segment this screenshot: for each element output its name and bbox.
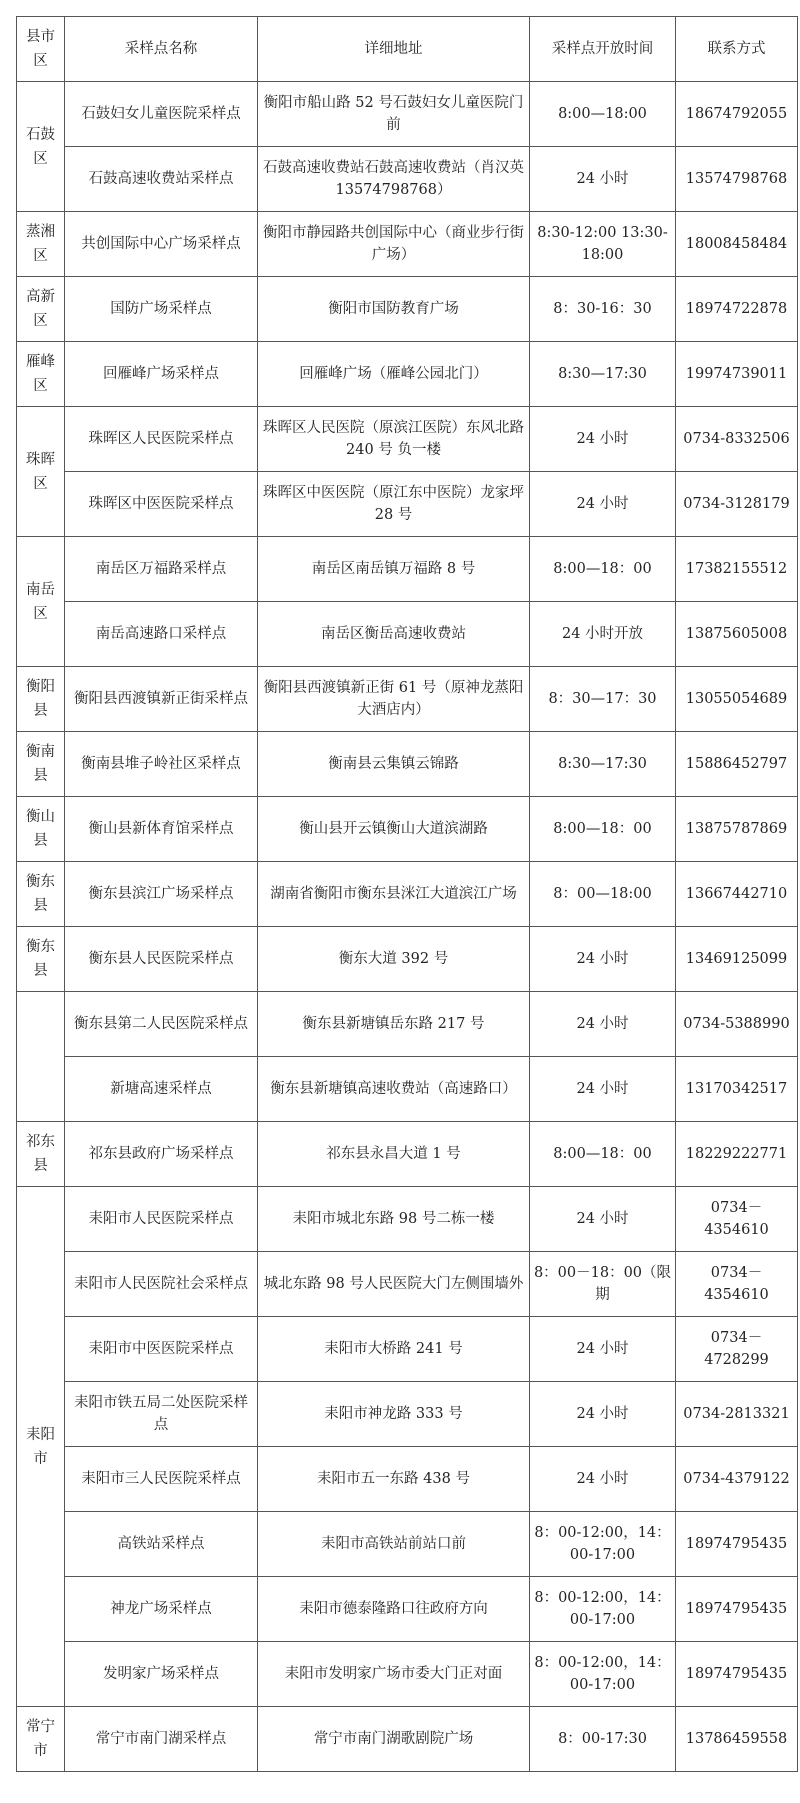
table-row bbox=[17, 1577, 798, 1642]
site-name-cell: 耒阳市人民医院采样点 bbox=[65, 1187, 258, 1252]
open-time-cell: 24 小时 bbox=[530, 1187, 676, 1252]
open-time-cell: 24 小时 bbox=[530, 1057, 676, 1122]
address-cell: 耒阳市高铁站前站口前 bbox=[258, 1512, 530, 1577]
address-cell: 衡东大道 392 号 bbox=[258, 927, 530, 992]
site-name-cell: 常宁市南门湖采样点 bbox=[65, 1707, 258, 1772]
open-time-cell: 8：00-12:00，14：00-17:00 bbox=[530, 1512, 676, 1577]
contact-cell: 13055054689 bbox=[676, 667, 798, 732]
county-cell: 衡东县 bbox=[17, 927, 65, 992]
contact-cell: 18974795435 bbox=[676, 1577, 798, 1642]
table-row bbox=[17, 1707, 798, 1772]
contact-cell: 18008458484 bbox=[676, 212, 798, 277]
open-time-cell: 8:00—18：00 bbox=[530, 797, 676, 862]
site-name-cell: 高铁站采样点 bbox=[65, 1512, 258, 1577]
county-cell: 南岳区 bbox=[17, 537, 65, 667]
county-cell: 蒸湘区 bbox=[17, 212, 65, 277]
contact-cell: 0734-5388990 bbox=[676, 992, 798, 1057]
open-time-cell: 24 小时 bbox=[530, 992, 676, 1057]
header-site-name: 采样点名称 bbox=[65, 17, 258, 82]
county-cell: 祁东县 bbox=[17, 1122, 65, 1187]
address-cell: 湖南省衡阳市衡东县洣江大道滨江广场 bbox=[258, 862, 530, 927]
open-time-cell: 24 小时 bbox=[530, 407, 676, 472]
site-name-cell: 耒阳市铁五局二处医院采样点 bbox=[65, 1382, 258, 1447]
site-name-cell: 耒阳市中医医院采样点 bbox=[65, 1317, 258, 1382]
site-name-cell: 共创国际中心广场采样点 bbox=[65, 212, 258, 277]
site-name-cell: 衡阳县西渡镇新正街采样点 bbox=[65, 667, 258, 732]
contact-cell: 13875787869 bbox=[676, 797, 798, 862]
address-cell: 珠晖区中医医院（原江东中医院）龙家坪 28 号 bbox=[258, 472, 530, 537]
site-name-cell: 回雁峰广场采样点 bbox=[65, 342, 258, 407]
county-cell: 衡东县 bbox=[17, 862, 65, 927]
site-name-cell: 衡南县堆子岭社区采样点 bbox=[65, 732, 258, 797]
site-name-cell: 耒阳市人民医院社会采样点 bbox=[65, 1252, 258, 1317]
contact-cell: 18974722878 bbox=[676, 277, 798, 342]
table-row bbox=[17, 1252, 798, 1317]
address-cell: 耒阳市城北东路 98 号二栋一楼 bbox=[258, 1187, 530, 1252]
address-cell: 石鼓高速收费站石鼓高速收费站（肖汉英 13574798768） bbox=[258, 147, 530, 212]
address-cell: 衡阳市静园路共创国际中心（商业步行街广场） bbox=[258, 212, 530, 277]
site-name-cell: 石鼓高速收费站采样点 bbox=[65, 147, 258, 212]
open-time-cell: 24 小时开放 bbox=[530, 602, 676, 667]
contact-cell: 19974739011 bbox=[676, 342, 798, 407]
site-name-cell: 国防广场采样点 bbox=[65, 277, 258, 342]
table-row bbox=[17, 602, 798, 667]
county-cell: 衡南县 bbox=[17, 732, 65, 797]
contact-cell: 18974795435 bbox=[676, 1642, 798, 1707]
address-cell: 衡阳市国防教育广场 bbox=[258, 277, 530, 342]
address-cell: 耒阳市五一东路 438 号 bbox=[258, 1447, 530, 1512]
site-name-cell: 南岳区万福路采样点 bbox=[65, 537, 258, 602]
contact-cell: 0734－4728299 bbox=[676, 1317, 798, 1382]
address-cell: 南岳区衡岳高速收费站 bbox=[258, 602, 530, 667]
open-time-cell: 8：00-12:00，14：00-17:00 bbox=[530, 1577, 676, 1642]
site-name-cell: 新塘高速采样点 bbox=[65, 1057, 258, 1122]
county-cell: 石鼓区 bbox=[17, 82, 65, 212]
contact-cell: 13574798768 bbox=[676, 147, 798, 212]
open-time-cell: 8：00－18：00（限期 bbox=[530, 1252, 676, 1317]
table-row bbox=[17, 82, 798, 147]
table-row bbox=[17, 1447, 798, 1512]
open-time-cell: 8：30—17：30 bbox=[530, 667, 676, 732]
open-time-cell: 8：00-12:00，14：00-17:00 bbox=[530, 1642, 676, 1707]
open-time-cell: 8:00—18:00 bbox=[530, 82, 676, 147]
address-cell: 衡阳市船山路 52 号石鼓妇女儿童医院门前 bbox=[258, 82, 530, 147]
county-cell: 珠晖区 bbox=[17, 407, 65, 537]
county-cell: 雁峰区 bbox=[17, 342, 65, 407]
table-row bbox=[17, 927, 798, 992]
county-cell: 耒阳市 bbox=[17, 1187, 65, 1707]
site-name-cell: 祁东县政府广场采样点 bbox=[65, 1122, 258, 1187]
table-row bbox=[17, 992, 798, 1057]
open-time-cell: 8：00—18:00 bbox=[530, 862, 676, 927]
table-row bbox=[17, 1122, 798, 1187]
site-name-cell: 衡东县第二人民医院采样点 bbox=[65, 992, 258, 1057]
contact-cell: 0734-4379122 bbox=[676, 1447, 798, 1512]
address-cell: 南岳区南岳镇万福路 8 号 bbox=[258, 537, 530, 602]
table-row bbox=[17, 797, 798, 862]
contact-cell: 17382155512 bbox=[676, 537, 798, 602]
address-cell: 回雁峰广场（雁峰公园北门） bbox=[258, 342, 530, 407]
contact-cell: 18674792055 bbox=[676, 82, 798, 147]
table-row bbox=[17, 667, 798, 732]
open-time-cell: 8:30—17:30 bbox=[530, 342, 676, 407]
address-cell: 常宁市南门湖歌剧院广场 bbox=[258, 1707, 530, 1772]
contact-cell: 13786459558 bbox=[676, 1707, 798, 1772]
contact-cell: 15886452797 bbox=[676, 732, 798, 797]
table-row bbox=[17, 1187, 798, 1252]
site-name-cell: 衡山县新体育馆采样点 bbox=[65, 797, 258, 862]
contact-cell: 0734－4354610 bbox=[676, 1187, 798, 1252]
table-row bbox=[17, 732, 798, 797]
county-cell: 常宁市 bbox=[17, 1707, 65, 1772]
contact-cell: 0734-2813321 bbox=[676, 1382, 798, 1447]
contact-cell: 13875605008 bbox=[676, 602, 798, 667]
address-cell: 城北东路 98 号人民医院大门左侧围墙外 bbox=[258, 1252, 530, 1317]
open-time-cell: 24 小时 bbox=[530, 1382, 676, 1447]
address-cell: 衡南县云集镇云锦路 bbox=[258, 732, 530, 797]
sampling-sites-table bbox=[16, 16, 798, 1772]
header-address: 详细地址 bbox=[258, 17, 530, 82]
table-row bbox=[17, 472, 798, 537]
table-row bbox=[17, 1057, 798, 1122]
site-name-cell: 衡东县人民医院采样点 bbox=[65, 927, 258, 992]
site-name-cell: 耒阳市三人民医院采样点 bbox=[65, 1447, 258, 1512]
site-name-cell: 发明家广场采样点 bbox=[65, 1642, 258, 1707]
site-name-cell: 石鼓妇女儿童医院采样点 bbox=[65, 82, 258, 147]
table-row bbox=[17, 1512, 798, 1577]
table-row bbox=[17, 147, 798, 212]
address-cell: 珠晖区人民医院（原滨江医院）东风北路 240 号 负一楼 bbox=[258, 407, 530, 472]
table-row bbox=[17, 862, 798, 927]
address-cell: 耒阳市发明家广场市委大门正对面 bbox=[258, 1642, 530, 1707]
site-name-cell: 珠晖区中医医院采样点 bbox=[65, 472, 258, 537]
open-time-cell: 24 小时 bbox=[530, 472, 676, 537]
open-time-cell: 8:00—18：00 bbox=[530, 1122, 676, 1187]
open-time-cell: 24 小时 bbox=[530, 147, 676, 212]
open-time-cell: 24 小时 bbox=[530, 927, 676, 992]
table-row bbox=[17, 342, 798, 407]
table-row bbox=[17, 537, 798, 602]
header-contact: 联系方式 bbox=[676, 17, 798, 82]
address-cell: 衡东县新塘镇岳东路 217 号 bbox=[258, 992, 530, 1057]
table-row bbox=[17, 1382, 798, 1447]
site-name-cell: 衡东县滨江广场采样点 bbox=[65, 862, 258, 927]
contact-cell: 0734－4354610 bbox=[676, 1252, 798, 1317]
contact-cell: 18229222771 bbox=[676, 1122, 798, 1187]
address-cell: 衡阳县西渡镇新正街 61 号（原神龙蒸阳大酒店内） bbox=[258, 667, 530, 732]
county-cell: 高新区 bbox=[17, 277, 65, 342]
address-cell: 耒阳市神龙路 333 号 bbox=[258, 1382, 530, 1447]
header-open-time: 采样点开放时间 bbox=[530, 17, 676, 82]
site-name-cell: 神龙广场采样点 bbox=[65, 1577, 258, 1642]
contact-cell: 0734-3128179 bbox=[676, 472, 798, 537]
open-time-cell: 8：30-16：30 bbox=[530, 277, 676, 342]
contact-cell: 13667442710 bbox=[676, 862, 798, 927]
contact-cell: 18974795435 bbox=[676, 1512, 798, 1577]
county-cell: 衡阳县 bbox=[17, 667, 65, 732]
table-row bbox=[17, 212, 798, 277]
open-time-cell: 8:30-12:00 13:30-18:00 bbox=[530, 212, 676, 277]
table-header-row bbox=[17, 17, 798, 82]
open-time-cell: 24 小时 bbox=[530, 1447, 676, 1512]
header-county: 县市区 bbox=[17, 17, 65, 82]
contact-cell: 0734-8332506 bbox=[676, 407, 798, 472]
table-row bbox=[17, 407, 798, 472]
address-cell: 祁东县永昌大道 1 号 bbox=[258, 1122, 530, 1187]
open-time-cell: 8:00—18：00 bbox=[530, 537, 676, 602]
contact-cell: 13170342517 bbox=[676, 1057, 798, 1122]
address-cell: 衡山县开云镇衡山大道滨湖路 bbox=[258, 797, 530, 862]
contact-cell: 13469125099 bbox=[676, 927, 798, 992]
county-cell bbox=[17, 992, 65, 1122]
open-time-cell: 8：00-17:30 bbox=[530, 1707, 676, 1772]
county-cell: 衡山县 bbox=[17, 797, 65, 862]
site-name-cell: 珠晖区人民医院采样点 bbox=[65, 407, 258, 472]
open-time-cell: 24 小时 bbox=[530, 1317, 676, 1382]
address-cell: 耒阳市德泰隆路口往政府方向 bbox=[258, 1577, 530, 1642]
open-time-cell: 8:30—17:30 bbox=[530, 732, 676, 797]
table-row bbox=[17, 277, 798, 342]
table-row bbox=[17, 1317, 798, 1382]
address-cell: 衡东县新塘镇高速收费站（高速路口） bbox=[258, 1057, 530, 1122]
address-cell: 耒阳市大桥路 241 号 bbox=[258, 1317, 530, 1382]
site-name-cell: 南岳高速路口采样点 bbox=[65, 602, 258, 667]
table-row bbox=[17, 1642, 798, 1707]
